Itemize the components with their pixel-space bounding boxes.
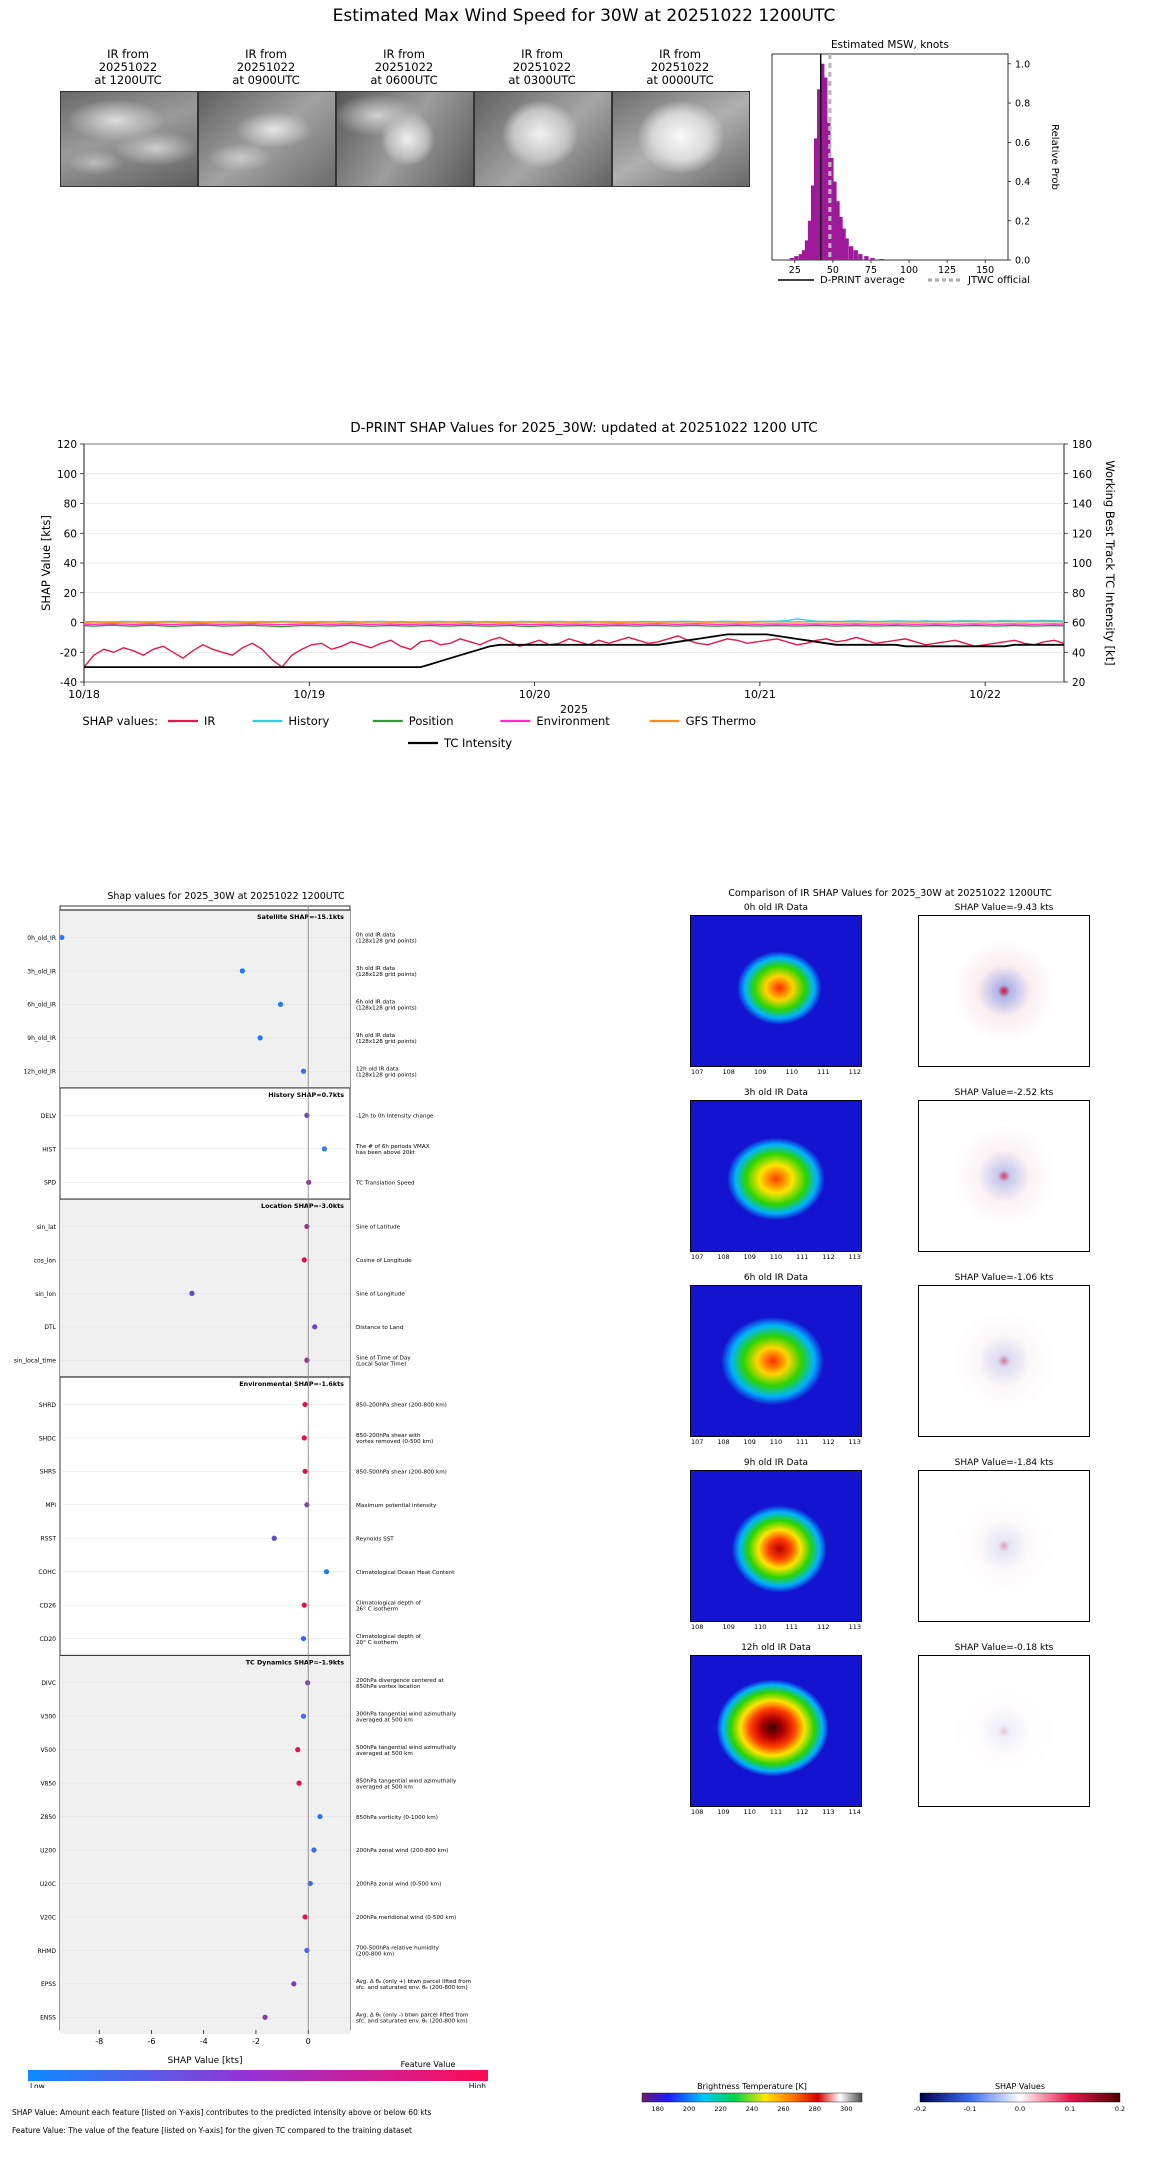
feature-label: 6h_old_IR — [27, 1001, 56, 1009]
ir-image — [336, 91, 474, 187]
feature-description: 9h old IR data — [356, 1032, 396, 1039]
feature-dot — [59, 935, 64, 940]
ir-map-title: 0h old IR Data — [743, 903, 809, 913]
feature-dot — [305, 1680, 310, 1685]
feature-description: Climatological depth of — [356, 1633, 421, 1640]
shap-map-image — [918, 1100, 1090, 1252]
feature-dot — [304, 1948, 309, 1953]
feature-description: Cosine of Longitude — [356, 1258, 412, 1265]
histogram-x-tick: 75 — [864, 265, 878, 276]
legend-label: IR — [204, 714, 216, 728]
feature-label: 3h_old_IR — [27, 968, 56, 976]
legend-label: Position — [408, 714, 454, 728]
ir-caption-line1: IR from — [383, 47, 425, 61]
feature-description: 850-200hPa shear (200-800 km) — [356, 1402, 447, 1409]
feature-description: (128x128 grid points) — [356, 938, 417, 945]
shap-colorbar-tick: -0.1 — [963, 2105, 977, 2113]
feature-dot — [312, 1324, 317, 1329]
feature-x-tick: -6 — [147, 2037, 156, 2046]
feature-label: sin_lon — [35, 1290, 56, 1298]
histogram-y-tick: 0.4 — [1015, 177, 1031, 189]
feature-description: averaged at 500 km — [356, 1717, 413, 1724]
feature-description: Sine of Latitude — [356, 1224, 401, 1231]
shap-map-image — [918, 1655, 1090, 1807]
feature-dot — [189, 1291, 194, 1296]
ir-caption-line2: 20251022 — [236, 60, 296, 74]
feature-dot — [291, 1981, 296, 1986]
histogram-bar — [854, 250, 858, 260]
histogram-y-label: Relative Prob — [1049, 124, 1060, 190]
timeseries-y2-ticks — [1064, 439, 1092, 689]
feature-dot — [304, 1358, 309, 1363]
histogram-bar — [849, 246, 853, 260]
shap-map-title: SHAP Value=-0.18 kts — [954, 1643, 1054, 1653]
ir-caption-line1: IR from — [245, 47, 287, 61]
shap-map-image — [918, 915, 1090, 1067]
footnote-feature-value: Feature Value: The value of the feature [listed on Y-axis] for the given TC compared to the training dataset — [12, 2126, 413, 2135]
ir-map-x-ticks: 108 109 110 111 112 113 114 — [691, 1808, 861, 1816]
ir-map-title: 6h old IR Data — [743, 1273, 809, 1283]
timeseries-y-tick: -40 — [59, 677, 77, 689]
feature-x-tick: -8 — [95, 2037, 104, 2046]
ir-thumbnail-4 — [612, 48, 748, 248]
timeseries-x-tick: 10/21 — [744, 688, 776, 701]
feature-label: SPD — [43, 1179, 56, 1187]
feature-label: DIVC — [41, 1680, 56, 1688]
timeseries-x-ticks — [68, 682, 1001, 701]
ir-caption-line3: at 0600UTC — [370, 73, 438, 87]
feature-dot — [304, 1224, 309, 1229]
ir-image — [60, 91, 198, 187]
shap-timeseries-svg — [28, 418, 1140, 818]
feature-dot — [301, 1714, 306, 1719]
histogram-title: Estimated MSW, knots — [831, 39, 949, 51]
feature-label: V500 — [40, 1747, 56, 1755]
ir-shap-panel-title: Comparison of IR SHAP Values for 2025_30W at 20251022 1200UTC — [728, 888, 1052, 899]
shap-map-image — [918, 1285, 1090, 1437]
feature-description: 26° C isotherm — [356, 1606, 399, 1613]
feature-label: CD20 — [39, 1635, 56, 1643]
feature-description: -12h to 0h Intensity change — [356, 1113, 434, 1120]
feature-group-header: History SHAP=0.7kts — [268, 1090, 344, 1099]
shap-map-title: SHAP Value=-1.06 kts — [954, 1273, 1054, 1283]
map-colorbars — [620, 2080, 1160, 2130]
feature-description: vortex removed (0-500 km) — [356, 1439, 434, 1446]
feature-description: Sine of Time of Day — [356, 1355, 411, 1362]
feature-dot — [258, 1035, 263, 1040]
timeseries-title: D-PRINT SHAP Values for 2025_30W: updated at 20251022 1200 UTC — [350, 420, 818, 436]
feature-dot — [302, 1469, 307, 1474]
timeseries-y-label: SHAP Value [kts] — [39, 515, 53, 611]
brightness-colorbar-tick: 280 — [808, 2105, 822, 2113]
feature-dot — [317, 1814, 322, 1819]
shap-map-title: SHAP Value=-2.52 kts — [954, 1088, 1054, 1098]
feature-dot — [272, 1536, 277, 1541]
feature-description: 0h old IR data — [356, 932, 396, 939]
shap-feature-panel — [8, 888, 608, 2118]
feature-description: Sine of Longitude — [356, 1291, 405, 1298]
feature-description: The # of 6h periods VMAX — [356, 1144, 430, 1151]
timeseries-y2-tick: 180 — [1072, 439, 1093, 451]
feature-dot — [311, 1847, 316, 1852]
ir-map-x-ticks: 107 108 109 110 111 112 113 — [691, 1438, 861, 1446]
feature-label: V300 — [40, 1713, 56, 1721]
timeseries-y2-tick: 20 — [1072, 677, 1086, 689]
feature-x-tick: -2 — [251, 2037, 260, 2046]
ir-map-title: 12h old IR Data — [741, 1643, 811, 1653]
feature-label: sin_lat — [36, 1223, 56, 1231]
feature-description: 850hPa tangential wind azimuthally — [356, 1778, 457, 1785]
ir-image — [198, 91, 336, 187]
feature-description: (128x128 grid points) — [356, 1072, 417, 1079]
feature-label: DELV — [40, 1112, 56, 1120]
ir-map-image — [690, 915, 862, 1067]
feature-description: 850-500hPa shear (200-800 km) — [356, 1469, 447, 1476]
feature-label: CD26 — [39, 1602, 56, 1610]
feature-description: Climatological Ocean Heat Content — [356, 1569, 455, 1576]
feature-label: EPSS — [40, 1981, 56, 1989]
shap-map-title: SHAP Value=-1.84 kts — [954, 1458, 1054, 1468]
histogram-x-tick: 100 — [899, 265, 919, 276]
feature-label: ENSS — [40, 2014, 56, 2022]
ir-map-image — [690, 1100, 862, 1252]
shap-feature-svg — [8, 888, 608, 2118]
feature-description: sfc. and saturated env. θₑ (200-800 km) — [356, 2018, 468, 2025]
ir-shap-row — [620, 1458, 1160, 1631]
feature-dot — [302, 1402, 307, 1407]
ir-shap-comparison-panel — [620, 888, 1160, 2078]
timeseries-line-gfs-thermo — [84, 622, 1064, 623]
ir-caption-line1: IR from — [521, 47, 563, 61]
feature-description: sfc. and saturated env. θₑ (200-800 km) — [356, 1985, 468, 1992]
histogram-bar — [844, 238, 848, 260]
shap-colorbar-tick: 0.1 — [1064, 2105, 1076, 2113]
histogram-x-tick: 150 — [976, 265, 995, 276]
ir-thumbnail-2 — [336, 48, 472, 248]
feature-group-header: Location SHAP=-3.0kts — [261, 1202, 344, 1211]
feature-dot — [302, 1435, 307, 1440]
timeseries-line-ir — [84, 636, 1064, 667]
timeseries-line-tc-intensity — [84, 634, 1064, 667]
feature-label: U200 — [40, 1847, 56, 1855]
feature-dot — [306, 1180, 311, 1185]
timeseries-y2-tick: 100 — [1072, 558, 1093, 570]
brightness-colorbar-tick: 220 — [714, 2105, 727, 2113]
timeseries-x-tick: 10/19 — [293, 688, 326, 701]
histogram-bar — [794, 256, 798, 260]
shap-colorbar-label: SHAP Values — [994, 2082, 1046, 2091]
timeseries-y-tick: -20 — [59, 647, 77, 660]
histogram-y-tick: 0.6 — [1015, 137, 1031, 149]
feature-description: has been above 20kt — [356, 1150, 415, 1157]
feature-dot — [240, 968, 245, 973]
feature-description: 850hPa vortex location — [356, 1683, 421, 1690]
feature-description: (Local Solar Time) — [356, 1361, 407, 1368]
ir-thumbnail-0 — [60, 48, 196, 248]
timeseries-y-tick: 40 — [63, 558, 77, 570]
timeseries-y2-tick: 120 — [1072, 528, 1093, 541]
feature-label: 12h_old_IR — [23, 1068, 56, 1076]
feature-dot — [302, 1257, 307, 1262]
ir-image — [612, 91, 750, 187]
ir-caption-line3: at 0900UTC — [232, 73, 300, 87]
brightness-colorbar-tick: 180 — [651, 2105, 664, 2113]
legend-label-jtwc: JTWC official — [968, 275, 1031, 286]
histogram-bar — [879, 259, 883, 260]
msw-histogram-svg — [762, 38, 1092, 288]
feature-description: Distance to Land — [356, 1325, 404, 1332]
page-title: Estimated Max Wind Speed for 30W at 20251022 1200UTC — [332, 6, 836, 26]
timeseries-y-tick: 80 — [63, 498, 77, 511]
feature-label: SHDC — [38, 1435, 56, 1443]
shap-colorbar-tick: 0.0 — [1014, 2105, 1026, 2113]
ir-caption-line1: IR from — [107, 47, 149, 61]
legend-label: TC Intensity — [444, 736, 513, 750]
ir-map-title: 3h old IR Data — [743, 1088, 809, 1098]
feature-description: 6h old IR data — [356, 999, 396, 1006]
feature-value-low-label: Low — [30, 2082, 45, 2088]
feature-x-tick: 0 — [305, 2037, 311, 2046]
feature-label: RHMD — [37, 1947, 56, 1955]
feature-label: DTL — [44, 1324, 56, 1332]
ir-map-title: 9h old IR Data — [743, 1458, 809, 1468]
feature-label: MPI — [45, 1502, 56, 1510]
ir-shap-row — [620, 1273, 1160, 1446]
feature-description: 700-500hPa relative humidity — [356, 1945, 439, 1952]
feature-dot — [302, 1914, 307, 1919]
feature-group-header: Environmental SHAP=-1.6kts — [239, 1379, 344, 1388]
feature-label: 0h_old_IR — [27, 934, 56, 942]
ir-map-x-ticks: 107 108 109 110 111 112 — [691, 1068, 861, 1076]
ir-shap-row — [620, 1088, 1160, 1261]
msw-histogram — [762, 38, 1092, 288]
histogram-bar — [790, 258, 794, 260]
feature-dot — [262, 2015, 267, 2020]
timeseries-y-tick: 100 — [56, 468, 77, 481]
timeseries-x-tick: 10/20 — [518, 688, 551, 701]
ir-map-x-ticks: 108 109 110 111 112 113 — [691, 1623, 861, 1631]
histogram-y-ticks — [1008, 59, 1030, 266]
brightness-colorbar-tick: 240 — [745, 2105, 759, 2113]
feature-description: Climatological depth of — [356, 1600, 421, 1607]
feature-label: Z850 — [40, 1813, 56, 1821]
ir-caption-line3: at 0000UTC — [646, 73, 714, 87]
feature-dot — [304, 1113, 309, 1118]
feature-label: V850 — [40, 1780, 56, 1788]
timeseries-x-tick: 10/18 — [68, 688, 100, 701]
timeseries-legend-title: SHAP values: — [82, 714, 158, 728]
ir-thumbnail-3 — [474, 48, 610, 248]
feature-description: averaged at 500 km — [356, 1784, 413, 1791]
histogram-bar — [858, 254, 862, 260]
ir-caption-line2: 20251022 — [374, 60, 434, 74]
ir-map-image — [690, 1285, 862, 1437]
ir-shap-row — [620, 1643, 1160, 1816]
ir-shap-row — [620, 903, 1160, 1076]
ir-caption-line3: at 0300UTC — [508, 73, 576, 87]
timeseries-y2-tick: 140 — [1072, 498, 1093, 511]
brightness-colorbar-tick: 260 — [777, 2105, 790, 2113]
brightness-colorbar-tick: 300 — [840, 2105, 853, 2113]
timeseries-y-tick: 120 — [56, 439, 77, 451]
feature-value-colorbar-label: Feature Value — [400, 2060, 456, 2069]
feature-description: Avg. Δ θₑ (only -) btwn parcel lifted from — [356, 2012, 469, 2019]
timeseries-y2-tick: 160 — [1072, 468, 1093, 481]
legend-label: Environment — [536, 714, 610, 728]
histogram-x-ticks — [789, 260, 994, 276]
ir-caption-line2: 20251022 — [650, 60, 710, 74]
feature-group-header: Satellite SHAP=-15.1kts — [257, 913, 344, 921]
feature-dot — [301, 1069, 306, 1074]
legend-label: GFS Thermo — [685, 714, 757, 728]
histogram-bars — [790, 64, 884, 260]
feature-description: (200-800 km) — [356, 1951, 395, 1958]
histogram-y-tick: 0.2 — [1015, 216, 1031, 228]
timeseries-series — [84, 619, 1064, 667]
feature-label: U20C — [39, 1880, 56, 1888]
feature-label: HIST — [42, 1146, 56, 1154]
histogram-y-tick: 0.0 — [1015, 255, 1031, 267]
feature-group-header: TC Dynamics SHAP=-1.9kts — [245, 1658, 344, 1667]
feature-description: 20° C isotherm — [356, 1639, 399, 1646]
ir-image — [474, 91, 612, 187]
feature-description: 850-200hPa shear with — [356, 1433, 421, 1440]
histogram-bar — [864, 256, 868, 260]
feature-description: TC Translation Speed — [356, 1180, 415, 1187]
brightness-colorbar-label: Brightness Temperature [K] — [697, 2082, 807, 2091]
ir-map-image — [690, 1655, 862, 1807]
shap-map-title: SHAP Value=-9.43 kts — [954, 903, 1054, 913]
feature-description: 850hPa vorticity (0-1000 km) — [356, 1814, 438, 1821]
feature-description: Avg. Δ θₑ (only +) btwn parcel lifted from — [356, 1979, 472, 1986]
feature-description: 500hPa tangential wind azimuthally — [356, 1744, 457, 1751]
timeseries-y2-label: Working Best Track TC Intensity [kt] — [1103, 460, 1117, 666]
brightness-colorbar-tick: 200 — [682, 2105, 696, 2113]
ir-thumbnail-row — [60, 48, 750, 248]
shap-map-image — [918, 1470, 1090, 1622]
feature-description: 200hPa divergence centered at — [356, 1677, 444, 1684]
timeseries-line-environment — [84, 624, 1064, 625]
shap-colorbar-ticks — [914, 2105, 1126, 2113]
feature-label: COHC — [38, 1569, 56, 1577]
footnote-shap-value: SHAP Value: Amount each feature [listed on Y-axis] contributes to the predicted intensity above or below 60 kts — [12, 2108, 432, 2117]
feature-dot — [324, 1569, 329, 1574]
feature-dot — [304, 1502, 309, 1507]
feature-description: 200hPa zonal wind (0-500 km) — [356, 1881, 442, 1888]
brightness-colorbar-ticks — [652, 2105, 853, 2113]
histogram-x-tick: 50 — [826, 265, 839, 276]
feature-dot — [302, 1603, 307, 1608]
feature-label: sin_local_time — [13, 1357, 56, 1365]
timeseries-y-tick: 20 — [63, 587, 77, 600]
timeseries-y2-tick: 80 — [1072, 587, 1086, 600]
feature-description: (128x128 grid points) — [356, 972, 417, 979]
feature-label: cos_lon — [33, 1257, 56, 1265]
feature-description: (128x128 grid points) — [356, 1005, 417, 1012]
feature-description: 200hPa meridional wind (0-500 km) — [356, 1915, 457, 1922]
timeseries-legend — [168, 714, 756, 750]
feature-dot — [301, 1636, 306, 1641]
ir-caption-line2: 20251022 — [512, 60, 572, 74]
feature-label: SHRS — [39, 1468, 56, 1476]
feature-description: averaged at 500 km — [356, 1750, 413, 1757]
feature-value-colorbar — [8, 2058, 608, 2088]
legend-label: History — [288, 714, 330, 728]
feature-description: 300hPa tangential wind azimuthally — [356, 1711, 457, 1718]
histogram-x-tick: 25 — [788, 265, 801, 276]
feature-dot — [278, 1002, 283, 1007]
timeseries-y2-tick: 60 — [1072, 617, 1086, 630]
timeseries-y-tick: 0 — [70, 617, 77, 630]
ir-thumbnail-1 — [198, 48, 334, 248]
feature-label: 9h_old_IR — [27, 1035, 56, 1043]
feature-panel-title: Shap values for 2025_30W at 20251022 1200UTC — [107, 891, 345, 902]
histogram-y-tick: 1.0 — [1015, 59, 1031, 71]
feature-dot — [322, 1146, 327, 1151]
ir-caption-line3: at 1200UTC — [94, 73, 162, 87]
legend-label-dprint: D-PRINT average — [820, 275, 905, 286]
feature-x-tick: -4 — [199, 2037, 208, 2046]
feature-x-label: SHAP Value [kts] — [167, 2056, 243, 2066]
histogram-bar — [870, 258, 874, 260]
ir-caption-line2: 20251022 — [98, 60, 158, 74]
feature-label: V20C — [40, 1914, 56, 1922]
feature-label: SHRD — [38, 1401, 56, 1409]
feature-description: Maximum potential intensity — [356, 1502, 437, 1509]
feature-description: 3h old IR data — [356, 966, 396, 973]
feature-label: RSST — [40, 1535, 56, 1543]
shap-colorbar-tick: 0.2 — [1114, 2105, 1126, 2113]
timeseries-y2-tick: 40 — [1072, 647, 1086, 660]
timeseries-y-tick: 60 — [63, 528, 77, 541]
feature-description: 12h old IR data — [356, 1066, 399, 1073]
feature-dot — [296, 1781, 301, 1786]
timeseries-line-position — [84, 625, 1064, 627]
feature-description: Reynolds SST — [356, 1536, 394, 1543]
feature-description: 200hPa zonal wind (200-800 km) — [356, 1848, 449, 1855]
timeseries-x-label: 2025 — [560, 703, 588, 716]
shap-colorbar-tick: -0.2 — [913, 2105, 927, 2113]
ir-map-image — [690, 1470, 862, 1622]
feature-value-high-label: High — [468, 2082, 486, 2088]
feature-dot — [295, 1747, 300, 1752]
ir-map-x-ticks: 107 108 109 110 111 112 113 — [691, 1253, 861, 1261]
ir-caption-line1: IR from — [659, 47, 701, 61]
feature-description: (128x128 grid points) — [356, 1038, 417, 1045]
timeseries-x-tick: 10/22 — [969, 688, 1002, 701]
histogram-x-tick: 125 — [938, 265, 957, 276]
shap-timeseries-panel — [28, 418, 1140, 818]
histogram-y-tick: 0.8 — [1015, 98, 1031, 110]
timeseries-y-ticks — [57, 439, 84, 689]
